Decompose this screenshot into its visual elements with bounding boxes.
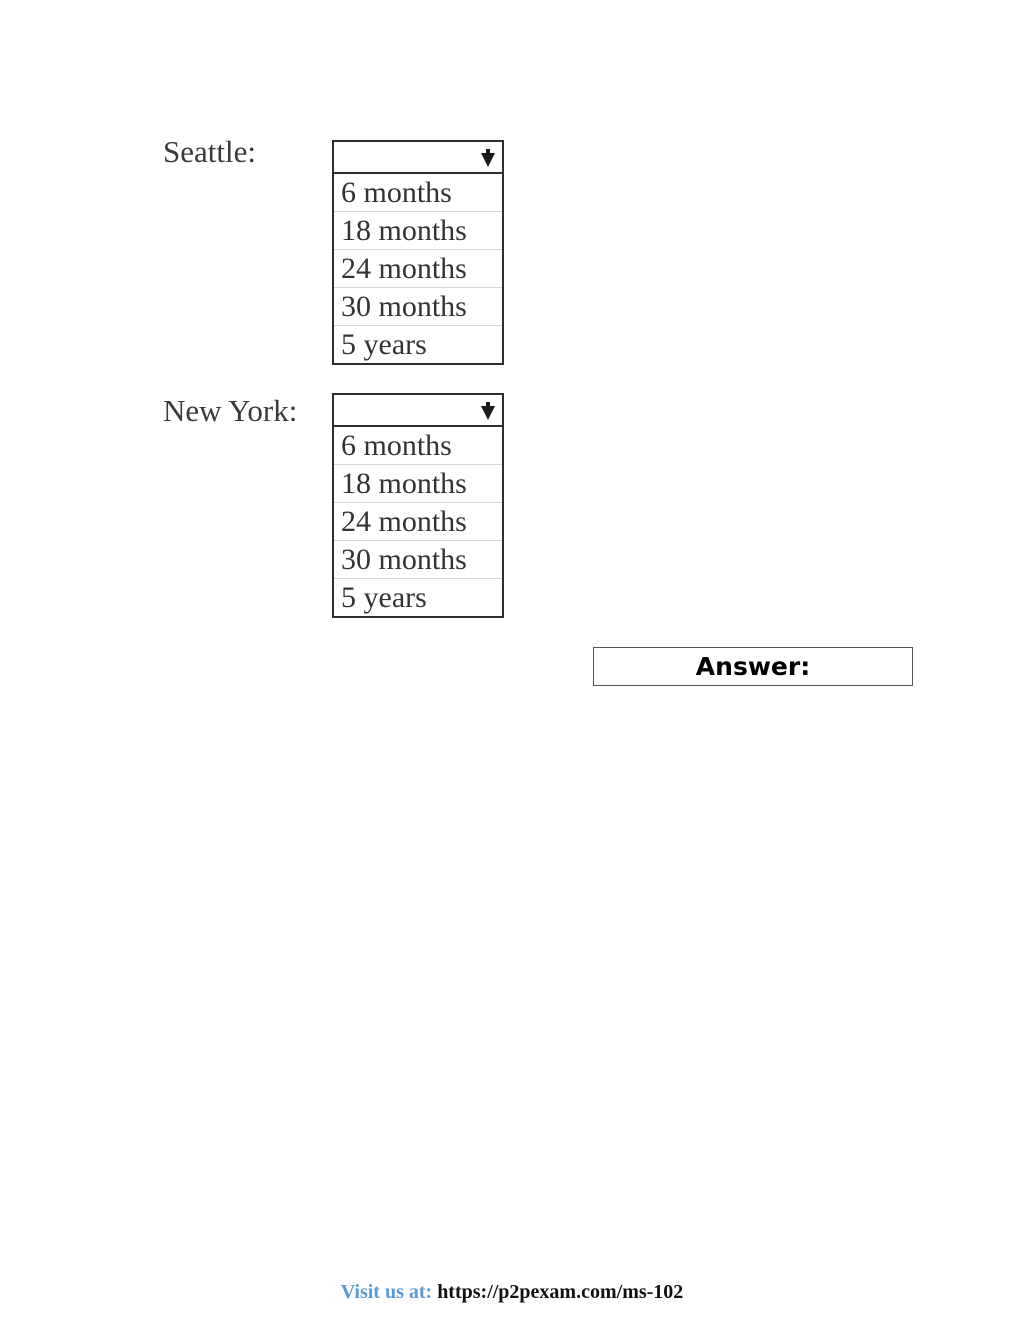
new-york-option-30-months[interactable]: 30 months [334,541,502,579]
seattle-option-24-months[interactable]: 24 months [334,250,502,288]
new-york-option-24-months[interactable]: 24 months [334,503,502,541]
seattle-option-18-months[interactable]: 18 months [334,212,502,250]
footer-prefix: Visit us at: [340,1281,433,1303]
new-york-option-18-months[interactable]: 18 months [334,465,502,503]
answer-box: Answer: [593,647,913,686]
seattle-option-list [334,174,502,363]
new-york-label: New York: [163,393,298,428]
new-york-option-5-years[interactable]: 5 years [341,581,427,614]
new-york-dropdown[interactable] [332,393,504,618]
new-york-option-6-months[interactable]: 6 months [334,427,502,465]
seattle-option-30-months[interactable]: 30 months [334,288,502,326]
new-york-option-list [334,427,502,616]
seattle-option-6-months[interactable]: 6 months [334,174,502,212]
triangle-down-icon [481,402,495,420]
new-york-dropdown-header[interactable] [334,395,502,427]
footer-url-link[interactable]: https://p2pexam.com/ms-102 [437,1281,684,1303]
seattle-label: Seattle: [163,134,256,169]
seattle-dropdown[interactable] [332,140,504,365]
triangle-down-icon [481,149,495,167]
seattle-dropdown-header[interactable] [334,142,502,174]
footer [0,1281,1024,1304]
seattle-option-5-years[interactable]: 5 years [341,328,427,361]
